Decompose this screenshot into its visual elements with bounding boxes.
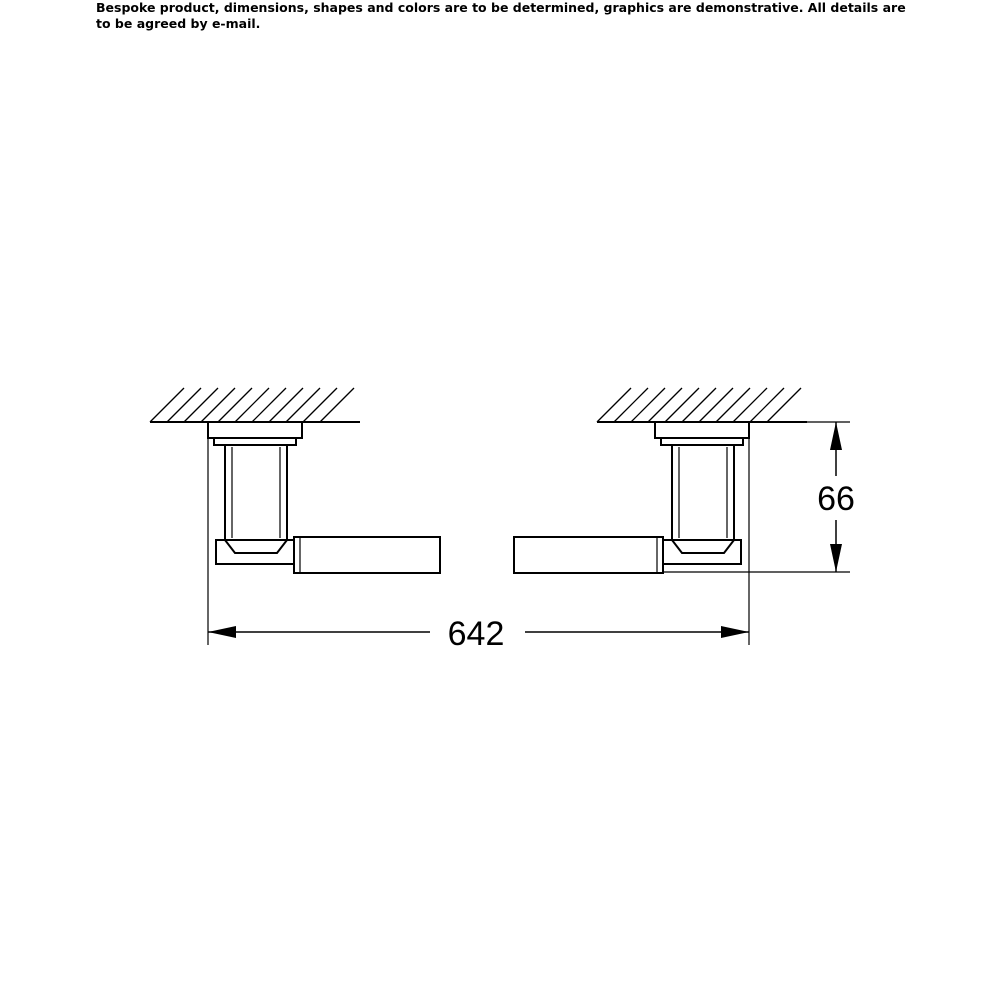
height-dimension: [817, 422, 855, 572]
width-dimension: [208, 615, 749, 653]
width-arrow-left: [208, 626, 236, 638]
disclaimer-text: Bespoke product, dimensions, shapes and colors are to be determined, graphics are demonstrative. All details are to be agreed by e-mail.: [96, 0, 906, 31]
height-arrow-bottom: [830, 544, 842, 572]
right-bracket: [514, 422, 749, 573]
width-arrow-right: [721, 626, 749, 638]
extension-lines: [208, 422, 850, 645]
height-arrow-top: [830, 422, 842, 450]
left-wall-hatch: [150, 388, 360, 422]
width-dimension-label: 642: [447, 615, 505, 653]
right-wall-hatch: [597, 388, 807, 422]
left-bracket: [208, 422, 440, 573]
height-dimension-label: 66: [817, 480, 855, 518]
